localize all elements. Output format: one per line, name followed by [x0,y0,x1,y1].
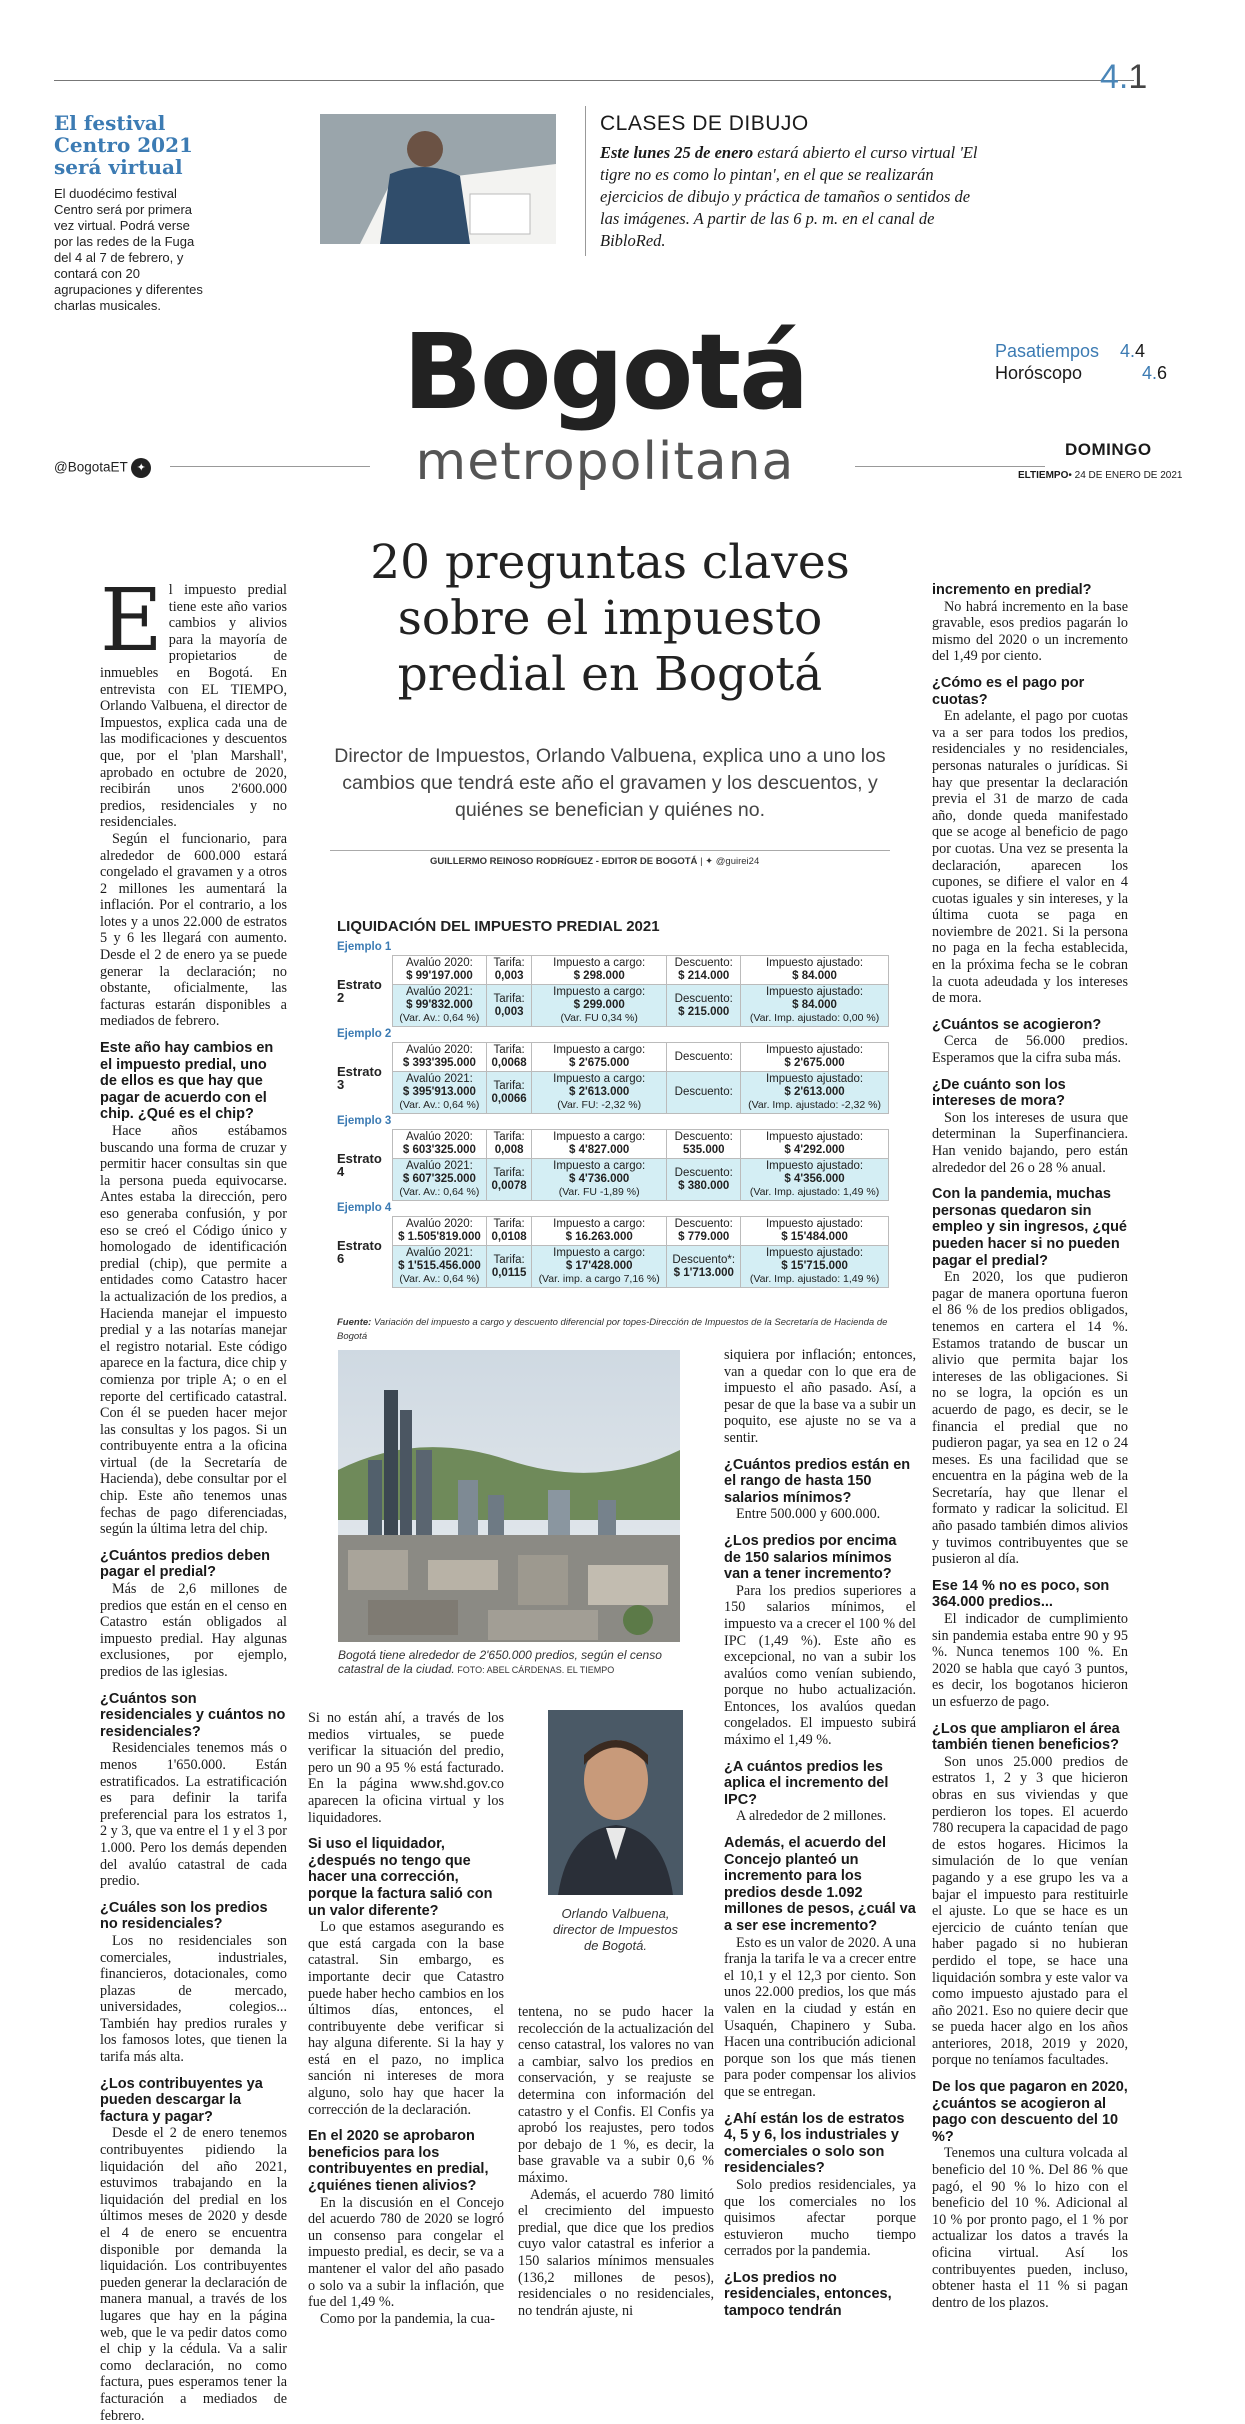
table-cell: Tarifa: 0,0066 [487,1072,532,1114]
stratum-label: Estrato 4 [337,1151,382,1179]
table-cell: Impuesto a cargo: $ 4'827.000 [531,1130,667,1159]
teaser-title: CLASES DE DIBUJO [600,112,809,135]
table-cell: Impuesto ajustado: $ 2'613.000 (Var. Imp. ajustado: -2,32 %) [741,1072,889,1114]
table-cell: Avalúo 2020: $ 393'395.000 [392,1043,487,1072]
edition-day: DOMINGO [1065,440,1152,459]
table-cell: Descuento: $ 779.000 [667,1217,741,1246]
table-cell: Descuento: [667,1072,741,1114]
table-cell: Tarifa: 0,0108 [487,1217,532,1246]
table-cell: Avalúo 2021: $ 1'515.456.000 (Var. Av.: 0,64 %) [392,1246,487,1288]
table-row [334,1130,889,1159]
table-cell: Descuento: $ 214.000 [667,956,741,985]
table-cell: Impuesto ajustado: $ 84.000 [741,956,889,985]
article-column-1: El impuesto predial tiene este año varios cambios y alivios para la mayoría de propietarios de inmuebles en Bogotá. En entrevista con EL TIEMPO, Orlando Valbuena, el director de Impuestos, explica cada una de las modificaciones y descuentos que, por el 'plan Marshall', aprobado en octubre de 2020, recibirán unos 2'600.000 predios, residenciales y no residenciales. Según el funcionario, para alrededor de 600.000 estará congelado el gravamen y a otros 2 millones les aumentará la inflación. Por el contrario, a los lotes y a unos 22.000 de estratos 5 y 6 les llegará con aumento. Desde el 2 de enero ya se puede generar la declaración; no obstante, oficialmente, las facturas estarán disponibles a mediados de febrero. Este año hay cambios en el impuesto predial, uno de ellos es que hay que pagar de acuerdo con el chip. ¿Qué es el chip? Hace años estábamos buscando una forma de cruzar y permitir hacer consultas sin que la persona pueda equivocarse. Antes estaba la dirección, pero eso generaba confusión, y por eso se creó el Código único y homologado de identificación predial (chip), que permite a entidades como Catastro hacer la actualización de los predios, a Hacienda manejar el impuesto predial y a las notarías manejar el registro notarial. Este código aparece en la factura, dice chip y comienza por triple A; o en el reporte del certificado catastral. Con él se pueden hacer mejor las consultas y los pagos. Si un contribuyente entra a la oficina virtual (de la Secretaría de Hacienda), debe consultar por el chip. Este año tenemos unas fechas de pago diferenciadas, según la última letra del chip. ¿Cuántos predios deben pagar el predial? Más de 2,6 millones de predios que están en el censo en Catastro están obligados al impuesto predial. Hay algunas exclusiones, por ejemplo, predios de las iglesias. ¿Cuántos son residenciales y cuántos no residenciales? Residenciales tenemos más o menos 1'650.000. Están estratificados. La estratificación es para definir la tarifa preferencial para los estratos 1, 2 y 3, que va entre el 1 y el 3 por 1.000. Pero los demás dependen del avalúo catastral de cada predio. ¿Cuáles son los predios no residenciales? Los no residenciales son comerciales, industriales, financieros, dotacionales, como plazas de mercado, universidades, colegios... También hay predios rurales y los famosos lotes, que tienen la tarifa más alta. ¿Los contribuyentes ya pueden descargar la factura y pagar? Desde el 2 de enero tenemos contribuyentes pidiendo la liquidación del año 2021, estuvimos trabajando en la liquidación del predial en los últimos meses de 2020 y desde el 4 de enero se encuentra disponible por demanda la liquidación. Los contribuyentes pueden generar la declaración de manera manual, a través de los lugares que hay en la página web, que le va pedir datos como el chip y la cédula. Va a salir como declaración, no como factura, pues esperamos tener la facturación a mediados de febrero. [100,571,287,2424]
teaser [600,112,980,252]
table-cell: Impuesto a cargo: $ 16.263.000 [531,1217,667,1246]
table-row [334,1159,889,1201]
article-column-5: incremento en predial? No habrá incremento en la base gravable, esos predios pagarán lo mismo del 2020 o un incremento del 1,49 por ciento. ¿Cómo es el pago por cuotas? En adelante, el pago por cuotas va a ser para todos los predios, residenciales y no residenciales, personas naturales o jurídicas. Si hay que presentar la declaración previa el 31 de marzo de cada año, donde queda manifestado que se acoge al beneficio de pago por cuotas. Una vez se presenta la declaración, aparecen los cupones, se difiere el valor en 4 cuotas iguales y sin intereses, y la última cuota se paga en noviembre de 2021. Si la persona no paga en la fecha establecida, en la próxima fecha se le cobran la cuota adeudada y los intereses de mora. ¿Cuántos se acogieron? Cerca de 56.000 predios. Esperamos que la cifra suba más. ¿De cuánto son los intereses de mora? Son los intereses de usura que determinan la Superfinanciera. Han venido bajando, pero están alrededor del 26 o 28 % anual. Con la pandemia, muchas personas quedaron sin empleo y sin ingresos, ¿qué pueden hacer si no pueden pagar el predial? En 2020, los que pudieron pagar de manera oportuna fueron el 86 % de los predios obligados, tenemos en cartera el 14 %. Estamos tratando de buscar un alivio que permita bajar los intereses de las obligaciones. Si no se logra, la opción es un acuerdo de pago, es decir, se le financia el predial que no pudieron pagar, ya sea en 12 o 24 meses. Es una facilidad que se encuentra en la página web de la Secretaría, hay que llenar el formato y radicar la solicitud. El año pasado también dimos alivios y tuvimos contribuyentes que se pusieron al día. Ese 14 % no es poco, son 364.000 predios... El indicador de cumplimiento sin pandemia estaba entre 90 y 95 %. Nunca tenemos 100 %. En 2020 se habla que cayó 3 puntos, es decir, los bogotanos hicieron un esfuerzo de pago. ¿Los que ampliaron el área también tienen beneficios? Son unos 25.000 predios de estratos 1, 2 y 3 que hicieron obras en sus viviendas y que perdieron los topes. El acuerdo 780 recupera la capacidad de pago de estos hogares. Hicimos la simulación de lo que venían pagando y a ese grupo les va a bajar el impuesto para restituirle el ajuste. Lo que se hace es un ejercicio de cuánto tenían que haber pagado si no hubieran perdido el tope, se hace una liquidación sombra y este valor va como impuesto ajustado para el año 2021. Eso no quiere decir que se pueda hacer algo en los años anteriores, 2018, 2019 y 2020, porque no teníamos facultades. De los que pagaron en 2020, ¿cuántos se acogieron al pago con descuento del 10 %? Tenemos una cultura volcada al beneficio del 10 %. Del 86 % que pagó, el 90 % lo hizo con el beneficio del 10 %. Adicional al 10 % por pronto pago, el 1 % por actualizar los datos a través la oficina virtual. Así los contribuyentes pueden, incluso, obtener hasta el 11 % si pagan dentro de los plazos. [932,582,1128,2311]
stratum-label: Estrato 2 [337,977,382,1005]
social-handle[interactable]: @BogotaET ✦ [54,458,151,478]
table-cell: Tarifa: 0,0078 [487,1159,532,1201]
masthead-title: Bogotá [402,311,808,433]
tax-table [334,940,889,1288]
city-skyline-photo [338,1350,680,1642]
table-cell: Avalúo 2021: $ 395'913.000 (Var. Av.: 0,64 %) [392,1072,487,1114]
byline-rule [330,850,890,851]
index-item-horoscopo[interactable]: Horóscopo 4.6 [995,363,1168,383]
index-item-pasatiempos[interactable]: Pasatiempos 4.4 [995,341,1146,361]
table-cell: Descuento: $ 380.000 [667,1159,741,1201]
table-cell: Impuesto a cargo: $ 2'675.000 [531,1043,667,1072]
portrait-caption: Orlando Valbuena, director de Impuestos de Bogotá. [552,1906,678,1953]
sidebar-title: El festival Centro 2021 será virtual [54,111,193,179]
table-row [334,1043,889,1072]
table-row [334,1217,889,1246]
table-example-label: Ejemplo 2 [337,1028,392,1040]
city-photo-caption: Bogotá tiene alrededor de 2'650.000 predios, según el censo catastral de la ciudad. FOTO: ABEL CÁRDENAS. EL TIEMPO [338,1648,662,1676]
article-column-2: Si no están ahí, a través de los medios virtuales, se puede verificar la situación del predio, pero un 90 a 95 % está facturado. En la página www.shd.gov.co aparecen la oficina virtual y los liquidadores. Si uso el liquidador, ¿después no tengo que hacer una corrección, porque la factura salió con un valor diferente? Lo que estamos asegurando es que está cargada con la base catastral. Sin embargo, es importante decir que Catastro puede haber hecho cambios en los últimos días, entonces, el contribuyente debe verificar si hay alguna diferente. Si la hay y está en el pazo, no implica sanción ni intereses de mora alguno, solo hay que hacer la corrección de la declaración. En el 2020 se aprobaron beneficios para los contribuyentes en predial, ¿quiénes tienen alivios? En la discusión en el Concejo del acuerdo 780 de 2020 se logró un consenso para congelar el impuesto predial, es decir, se va a mantener el valor del año pasado o solo va a subir la inflación, que fue del 1,49 %. Como por la pandemia, la cua- [308,1710,504,2327]
article-column-3: tentena, no se pudo hacer la recolección de la actualización del censo catastral, los valores no van a cambiar, salvo los predios en conservación, y se reajuste se determina con información del catastro y el Confis. El Confis ya aprobó los reajustes, pero todos por debajo de 1 %, es decir, la base gravable va a subir 0,6 % máximo. Además, el acuerdo 780 limitó el crecimiento del impuesto predial, que dice que los predios cuyo valor catastral es inferior a 150 salarios mínimos mensuales (136,2 millones de pesos), residenciales o no residenciales, no tendrán ajuste, ni [518,2004,714,2319]
table-title: LIQUIDACIÓN DEL IMPUESTO PREDIAL 2021 [337,918,660,935]
mast-rule-left [170,466,370,467]
table-cell: Descuento: [667,1043,741,1072]
portrait-photo [548,1710,683,1895]
sidebar-body: El duodécimo festival Centro será por primera vez virtual. Podrá verse por las redes de la Fuga del 4 al 7 de febrero, y contará con 20 agrupaciones y diferentes charlas musicales. [54,186,203,313]
table-cell: Impuesto ajustado: $ 15'484.000 [741,1217,889,1246]
deck: Director de Impuestos, Orlando Valbuena, explica uno a uno los cambios que tendrá este año el gravamen y los descuentos, y quiénes se benefician y quiénes no. [334,745,886,821]
table-cell: Impuesto a cargo: $ 17'428.000 (Var. imp. a cargo 7,16 %) [531,1246,667,1288]
table-cell: Tarifa: 0,003 [487,985,532,1027]
top-rule [54,80,1134,81]
teaser-body: Este lunes 25 de enero estará abierto el curso virtual 'El tigre no es como lo pintan', en el que se realizarán ejercicios de dibujo y práctica de tamaños o sentidos de las imágenes. A partir de las 6 p. m. en el canal de BibloRed. [600,143,978,250]
table-cell: Impuesto ajustado: $ 2'675.000 [741,1043,889,1072]
table-cell: Avalúo 2020: $ 1.505'819.000 [392,1217,487,1246]
twitter-icon: ✦ [131,458,151,478]
article-column-4: siquiera por inflación; entonces, van a quedar con lo que era de impuesto el año pasado. Así, a pesar de que la base va a subir un poquito, ese ajuste no se va a sentir. ¿Cuántos predios están en el rango de hasta 150 salarios mínimos? Entre 500.000 y 600.000. ¿Los predios por encima de 150 salarios mínimos van a tener incremento? Para los predios superiores a 150 salarios mínimos, el impuesto va a crecer el 100 % del IPC (1,49 %). Este año es excepcional, no van a subir los avalúos como venían subiendo, porque no hubo actualización. Entonces, los avalúos quedan congelados. El impuesto subirá máximo el 1,49 %. ¿A cuántos predios les aplica el incremento del IPC? A alrededor de 2 millones. Además, el acuerdo del Concejo planteó un incremento para los predios desde 1.092 millones de pesos, ¿cuál va a ser ese incremento? Esto es un valor de 2020. A una franja la tarifa le va a crecer entre el 10,1 y el 12,3 por ciento. Son unos 22.000 predios, los que más valen en la ciudad y están en Usaquén, Chapinero y Suba. Hacen una contribución adicional porque son los que más tienen para poder compensar los alivios que se entregan. ¿Ahí están los de estratos 4, 5 y 6, los industriales y comerciales o solo son residenciales? Solo predios residenciales, ya que los comerciales no los quisimos afectar porque estuvieron mucho tiempo cerrados por la pandemia. ¿Los predios no residenciales, entonces, tampoco tendrán [724,1347,916,2320]
table-cell: Impuesto a cargo: $ 4'736.000 (Var. FU -1,89 %) [531,1159,667,1201]
table-cell: Descuento: $ 215.000 [667,985,741,1027]
table-cell: Impuesto a cargo: $ 2'613.000 (Var. FU: -2,32 %) [531,1072,667,1114]
table-cell: Tarifa: 0,0068 [487,1043,532,1072]
table-cell: Tarifa: 0,003 [487,956,532,985]
twitter-icon: ✦ [705,856,714,867]
table-cell: Avalúo 2020: $ 99'197.000 [392,956,487,985]
table-cell: Avalúo 2021: $ 99'832.000 (Var. Av.: 0,64 %) [392,985,487,1027]
edition-date: ELTIEMPO• 24 DE ENERO DE 2021 [1018,470,1183,481]
table-row [334,956,889,985]
stratum-label: Estrato 3 [337,1064,382,1092]
drawing-class-photo [320,114,556,244]
table-example-label: Ejemplo 4 [337,1202,392,1214]
table-example-label: Ejemplo 3 [337,1115,392,1127]
byline: GUILLERMO REINOSO RODRÍGUEZ - EDITOR DE BOGOTÁ | ✦ @guirei24 [430,856,760,867]
table-row [334,1246,889,1288]
table-row [334,1072,889,1114]
table-example-label: Ejemplo 1 [337,941,392,953]
table-cell: Impuesto ajustado: $ 15'715.000 (Var. Imp. ajustado: 1,49 %) [741,1246,889,1288]
mast-rule-right [855,466,1045,467]
table-cell: Descuento: 535.000 [667,1130,741,1159]
dropcap: E [100,571,163,671]
table-cell: Impuesto ajustado: $ 4'356.000 (Var. Imp. ajustado: 1,49 %) [741,1159,889,1201]
sidebar-brief [54,112,204,314]
table-cell: Tarifa: 0,0115 [487,1246,532,1288]
table-cell: Impuesto ajustado: $ 4'292.000 [741,1130,889,1159]
masthead-subtitle: metropolitana [415,432,795,492]
table-cell: Impuesto a cargo: $ 298.000 [531,956,667,985]
table-cell: Descuento*: $ 1'713.000 [667,1246,741,1288]
teaser-divider [585,106,586,256]
table-cell: Impuesto ajustado: $ 84.000 (Var. Imp. ajustado: 0,00 %) [741,985,889,1027]
headline: 20 preguntas claves sobre el impuesto predial en Bogotá [370,535,850,702]
page-number: 4.1 [1100,58,1148,96]
table-cell: Avalúo 2021: $ 607'325.000 (Var. Av.: 0,64 %) [392,1159,487,1201]
stratum-label: Estrato 6 [337,1238,382,1266]
table-cell: Impuesto a cargo: $ 299.000 (Var. FU 0,34 %) [531,985,667,1027]
table-source: Fuente: Variación del impuesto a cargo y descuento diferencial por topes-Dirección de Impuestos de la Secretaría de Hacienda de Bogotá [337,1317,888,1342]
table-cell: Avalúo 2020: $ 603'325.000 [392,1130,487,1159]
section-index [995,340,1168,384]
table-cell: Tarifa: 0,008 [487,1130,532,1159]
table-row [334,985,889,1027]
